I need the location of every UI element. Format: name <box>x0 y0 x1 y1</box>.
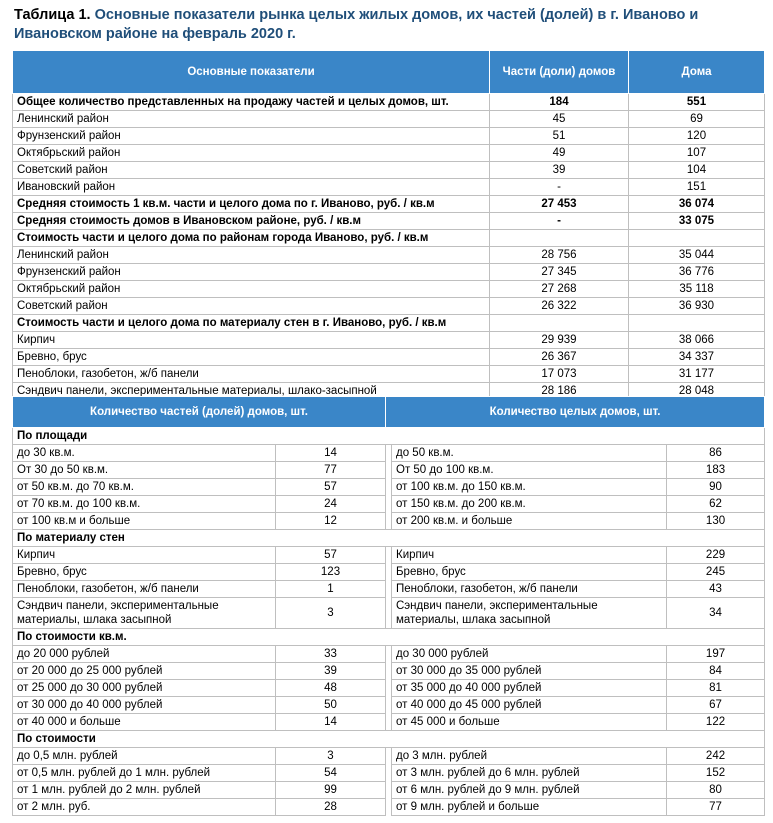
table-row <box>13 247 765 264</box>
houses-count: 67 <box>667 697 765 714</box>
houses-value: 151 <box>629 179 765 196</box>
table-row <box>13 799 765 816</box>
houses-count: 245 <box>667 564 765 581</box>
parts-value: 29 939 <box>490 332 629 349</box>
parts-category: От 30 до 50 кв.м. <box>13 462 276 479</box>
header-houses: Дома <box>629 51 765 94</box>
houses-count: 152 <box>667 765 765 782</box>
parts-count: 3 <box>276 598 386 629</box>
parts-count: 123 <box>276 564 386 581</box>
houses-value: 34 337 <box>629 349 765 366</box>
counts-table <box>12 396 765 816</box>
table-row <box>13 782 765 799</box>
table-row <box>13 179 765 196</box>
parts-count: 12 <box>276 513 386 530</box>
table-row <box>13 332 765 349</box>
table-row <box>13 462 765 479</box>
table-row <box>13 697 765 714</box>
houses-count: 90 <box>667 479 765 496</box>
houses-count: 84 <box>667 663 765 680</box>
houses-category: Бревно, брус <box>392 564 667 581</box>
table-row <box>13 213 765 230</box>
parts-category: от 2 млн. руб. <box>13 799 276 816</box>
houses-count: 62 <box>667 496 765 513</box>
houses-category: от 6 млн. рублей до 9 млн. рублей <box>392 782 667 799</box>
houses-value: 36 930 <box>629 298 765 315</box>
parts-category: Бревно, брус <box>13 564 276 581</box>
row-label: Бревно, брус <box>13 349 490 366</box>
header-indicators: Основные показатели <box>13 51 490 94</box>
row-label: Октябрьский район <box>13 281 490 298</box>
houses-category: Пеноблоки, газобетон, ж/б панели <box>392 581 667 598</box>
row-label: Средняя стоимость домов в Ивановском районе, руб. / кв.м <box>13 213 490 230</box>
table-row <box>13 714 765 731</box>
parts-category: от 20 000 до 25 000 рублей <box>13 663 276 680</box>
parts-value: 45 <box>490 111 629 128</box>
houses-category: от 35 000 до 40 000 рублей <box>392 680 667 697</box>
parts-count: 48 <box>276 680 386 697</box>
houses-category: до 3 млн. рублей <box>392 748 667 765</box>
table-row <box>13 196 765 213</box>
section-title: По материалу стен <box>13 530 765 547</box>
houses-count: 43 <box>667 581 765 598</box>
houses-category: от 200 кв.м. и больше <box>392 513 667 530</box>
table-row <box>13 748 765 765</box>
table-row <box>13 581 765 598</box>
section-title: По площади <box>13 428 765 445</box>
row-label: Кирпич <box>13 332 490 349</box>
table-row <box>13 765 765 782</box>
parts-category: до 30 кв.м. <box>13 445 276 462</box>
parts-category: от 100 кв.м и больше <box>13 513 276 530</box>
parts-count: 77 <box>276 462 386 479</box>
houses-category: от 45 000 и больше <box>392 714 667 731</box>
houses-category: до 30 000 рублей <box>392 646 667 663</box>
table-row <box>13 281 765 298</box>
houses-value: 31 177 <box>629 366 765 383</box>
parts-category: от 50 кв.м. до 70 кв.м. <box>13 479 276 496</box>
row-label: Средняя стоимость 1 кв.м. части и целого дома по г. Иваново, руб. / кв.м <box>13 196 490 213</box>
parts-category: до 20 000 рублей <box>13 646 276 663</box>
houses-value: 104 <box>629 162 765 179</box>
row-label: Советский район <box>13 162 490 179</box>
row-label: Ленинский район <box>13 247 490 264</box>
houses-value: 551 <box>629 94 765 111</box>
row-label: Пеноблоки, газобетон, ж/б панели <box>13 366 490 383</box>
table-row <box>13 230 765 247</box>
houses-category: от 100 кв.м. до 150 кв.м. <box>392 479 667 496</box>
parts-value: - <box>490 213 629 230</box>
parts-value <box>490 315 629 332</box>
parts-count: 33 <box>276 646 386 663</box>
houses-value: 107 <box>629 145 765 162</box>
parts-value <box>490 230 629 247</box>
table-row <box>13 298 765 315</box>
parts-count: 54 <box>276 765 386 782</box>
parts-count: 1 <box>276 581 386 598</box>
houses-value: 36 776 <box>629 264 765 281</box>
parts-category: от 0,5 млн. рублей до 1 млн. рублей <box>13 765 276 782</box>
houses-category: от 40 000 до 45 000 рублей <box>392 697 667 714</box>
section-title: По стоимости <box>13 731 765 748</box>
parts-category: от 30 000 до 40 000 рублей <box>13 697 276 714</box>
table-title <box>14 6 764 44</box>
houses-count: 183 <box>667 462 765 479</box>
table-row <box>13 111 765 128</box>
houses-category: от 30 000 до 35 000 рублей <box>392 663 667 680</box>
section-title: По стоимости кв.м. <box>13 629 765 646</box>
parts-count: 39 <box>276 663 386 680</box>
houses-category: от 3 млн. рублей до 6 млн. рублей <box>392 765 667 782</box>
parts-value: 27 268 <box>490 281 629 298</box>
section-row <box>13 629 765 646</box>
section-row <box>13 428 765 445</box>
row-label: Фрунзенский район <box>13 264 490 281</box>
parts-category: от 25 000 до 30 000 рублей <box>13 680 276 697</box>
table-row <box>13 663 765 680</box>
houses-count: 242 <box>667 748 765 765</box>
table-title-label: Таблица 1. <box>14 7 91 23</box>
parts-category: от 40 000 и больше <box>13 714 276 731</box>
houses-value: 33 075 <box>629 213 765 230</box>
parts-count: 14 <box>276 714 386 731</box>
table-row <box>13 564 765 581</box>
table-row <box>13 547 765 564</box>
parts-category: от 1 млн. рублей до 2 млн. рублей <box>13 782 276 799</box>
row-label: Ленинский район <box>13 111 490 128</box>
table-row <box>13 445 765 462</box>
parts-count: 28 <box>276 799 386 816</box>
parts-category: Пеноблоки, газобетон, ж/б панели <box>13 581 276 598</box>
parts-count: 3 <box>276 748 386 765</box>
parts-count: 57 <box>276 547 386 564</box>
table-row <box>13 598 765 629</box>
houses-category: до 50 кв.м. <box>392 445 667 462</box>
parts-count: 99 <box>276 782 386 799</box>
parts-value: 39 <box>490 162 629 179</box>
table-row <box>13 145 765 162</box>
parts-value: 184 <box>490 94 629 111</box>
parts-count: 57 <box>276 479 386 496</box>
row-label: Ивановский район <box>13 179 490 196</box>
houses-value <box>629 230 765 247</box>
table-row <box>13 646 765 663</box>
houses-count: 81 <box>667 680 765 697</box>
row-label: Стоимость части и целого дома по материалу стен в г. Иваново, руб. / кв.м <box>13 315 490 332</box>
table-row <box>13 315 765 332</box>
parts-value: 27 345 <box>490 264 629 281</box>
section-row <box>13 530 765 547</box>
table-row <box>13 264 765 281</box>
houses-value: 69 <box>629 111 765 128</box>
parts-count: 24 <box>276 496 386 513</box>
houses-value <box>629 315 765 332</box>
header-houses-count: Количество целых домов, шт. <box>386 397 765 428</box>
houses-category: От 50 до 100 кв.м. <box>392 462 667 479</box>
parts-value: 51 <box>490 128 629 145</box>
row-label: Октябрьский район <box>13 145 490 162</box>
header-parts-count: Количество частей (долей) домов, шт. <box>13 397 386 428</box>
table-row <box>13 349 765 366</box>
table-row <box>13 479 765 496</box>
table-row <box>13 496 765 513</box>
houses-value: 38 066 <box>629 332 765 349</box>
houses-value: 28 048 <box>629 383 765 400</box>
parts-category: от 70 кв.м. до 100 кв.м. <box>13 496 276 513</box>
parts-category: Кирпич <box>13 547 276 564</box>
houses-value: 120 <box>629 128 765 145</box>
table-row <box>13 366 765 383</box>
houses-value: 35 044 <box>629 247 765 264</box>
houses-count: 229 <box>667 547 765 564</box>
header-parts: Части (доли) домов <box>490 51 629 94</box>
table-row <box>13 94 765 111</box>
row-label: Советский район <box>13 298 490 315</box>
table-row <box>13 162 765 179</box>
row-label: Общее количество представленных на продажу частей и целых домов, шт. <box>13 94 490 111</box>
houses-count: 86 <box>667 445 765 462</box>
houses-category: Кирпич <box>392 547 667 564</box>
parts-value: 17 073 <box>490 366 629 383</box>
parts-value: 26 322 <box>490 298 629 315</box>
parts-count: 50 <box>276 697 386 714</box>
table-title-text: Основные показатели рынка целых жилых домов, их частей (долей) в г. Иваново и Ивановском районе на февраль 2020 г. <box>14 7 699 42</box>
table-row <box>13 513 765 530</box>
counts-table-header <box>13 397 765 428</box>
houses-category: Сэндвич панели, экспериментальные материалы, шлака засыпной <box>392 598 667 629</box>
houses-count: 130 <box>667 513 765 530</box>
houses-count: 80 <box>667 782 765 799</box>
parts-value: - <box>490 179 629 196</box>
houses-count: 34 <box>667 598 765 629</box>
houses-count: 122 <box>667 714 765 731</box>
parts-value: 27 453 <box>490 196 629 213</box>
parts-value: 49 <box>490 145 629 162</box>
parts-value: 26 367 <box>490 349 629 366</box>
table-row <box>13 128 765 145</box>
parts-category: до 0,5 млн. рублей <box>13 748 276 765</box>
houses-category: от 9 млн. рублей и больше <box>392 799 667 816</box>
parts-value: 28 186 <box>490 383 629 400</box>
parts-count: 14 <box>276 445 386 462</box>
houses-count: 197 <box>667 646 765 663</box>
houses-value: 35 118 <box>629 281 765 298</box>
houses-value: 36 074 <box>629 196 765 213</box>
main-table-header <box>13 51 765 94</box>
houses-category: от 150 кв.м. до 200 кв.м. <box>392 496 667 513</box>
parts-category: Сэндвич панели, экспериментальные материалы, шлака засыпной <box>13 598 276 629</box>
row-label: Фрунзенский район <box>13 128 490 145</box>
row-label: Стоимость части и целого дома по районам города Иваново, руб. / кв.м <box>13 230 490 247</box>
section-row <box>13 731 765 748</box>
table-row <box>13 680 765 697</box>
main-indicators-table <box>12 50 765 400</box>
houses-count: 77 <box>667 799 765 816</box>
parts-value: 28 756 <box>490 247 629 264</box>
row-label: Сэндвич панели, экспериментальные материалы, шлако-засыпной <box>13 383 490 400</box>
